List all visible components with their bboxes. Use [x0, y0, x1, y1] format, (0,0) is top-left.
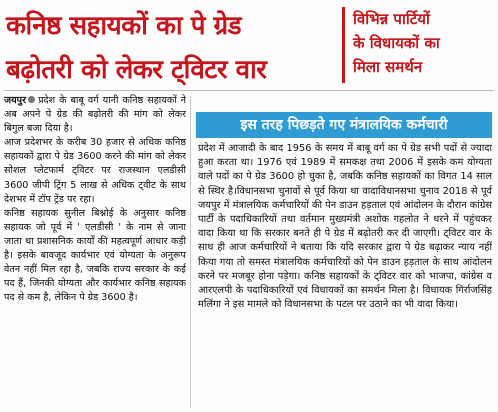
headline-line-2: बढ़ोतरी को लेकर ट्विटर वार — [6, 55, 267, 85]
article-para-1 — [4, 94, 186, 136]
box-story-text: प्रदेश में आजादी के बाद 1956 के समय में बाबू वर्ग का पे ग्रेड सभी पदों से ज्यादा हुआ करता था। 1976 एवं 1989 में समकक्ष तथा 2006 में इसके कम योग्यता वाले पदों का पे ग्रेड 3600 हो चुका है, जबकि कनिष्ठ सहायकों का विगत 14 साल से स्थिर है।विधानसभा चुनावों से पूर्व किया था वादाविधानसभा चुनाव 2018 से पूर्व जयपुर में मंत्रालयिक कर्मचारियों की पेन डाउन हड़ताल एवं आंदोलन के दौरान कांग्रेस पार्टी के पदाधिकारियों तथा वर्तमान मुख्यमंत्री अशोक गहलोत ने धरने में पहुंचकर वादा किया था कि सरकार बनते ही पे ग्रेड में बढ़ोतरी कर दी जाएगी। ट्विटर वार के साथ ही आज कर्मचारियों ने बताया कि यदि सरकार द्वारा पे ग्रेड बढ़ाकर न्याय नहीं किया गया तो समस्त मंत्रालयिक कर्मचारियों को पेन डाउन हड़ताल के साथ आंदोलन करने पर मजबूर होना पड़ेगा। कनिष्ठ सहायकों के ट्विटर वार को भाजपा, कांग्रेस व आरएलपी के पदाधिकारियों एवं विधायकों का समर्थन मिला है। विधायक गिर्राजसिंह मलिंगा ने इस मामले को विधानसभा के पटल पर उठाने का भी वादा किया। — [198, 143, 492, 311]
left-column-article — [4, 94, 186, 410]
deck-line-3: मिला समर्थन — [353, 58, 423, 76]
column-divider — [190, 96, 191, 408]
deck-line-1: विभिन्न पार्टियों — [353, 10, 430, 28]
headline — [6, 4, 332, 92]
headline-line-1: कनिष्ठ सहायकों का पे ग्रेड — [6, 11, 242, 41]
box-heading: इस तरह पिछड़ते गए मंत्रालयिक कर्मचारी — [196, 112, 492, 138]
headline-divider — [4, 90, 494, 91]
deck-box — [342, 7, 494, 83]
bullet-icon — [28, 96, 35, 103]
article-para-3: कनिष्ठ सहायक सुनील बिश्नोई के अनुसार कनिष्ठ सहायक जो पूर्व में ' एलडीसी ' के नाम से जाना जाता था प्रशासनिक कार्यों की महत्वपूर्ण आधार कड़ी है। इसके बावजूद कार्यभार एवं योग्यता के अनुरूप वेतन नहीं मिल रहा है, जबकि राज्य सरकार के कई पद हैं, जिनकी योग्यता और कार्यभार कनिष्ठ सहायक पद से कम है, लेकिन पे ग्रेड 3600 है। — [4, 207, 186, 304]
deck-line-2: के विधायकों का — [353, 34, 440, 52]
article-para-1-text: प्रदेश के बाबू वर्ग यानी कनिष्ठ सहायकों ने अब अपने पे ग्रेड की बढ़ोतरी की मांग को लेकर बिगुल बजा दिया है। — [4, 95, 186, 135]
dateline: जयपुर — [4, 95, 27, 106]
box-story — [198, 142, 492, 408]
article-para-2: आज प्रदेशभर के करीब 30 हजार से अधिक कनिष्ठ सहायकों द्वारा पे ग्रेड 3600 करने की मांग को लेकर सोशल प्लेटफार्म ट्विटर पर राजस्थान एलडीसी 3600 जीपी ट्रिंग 5 लाख से अधिक ट्वीट के साथ देशभर में टॉप ट्रेंड पर रहा। — [4, 137, 186, 205]
